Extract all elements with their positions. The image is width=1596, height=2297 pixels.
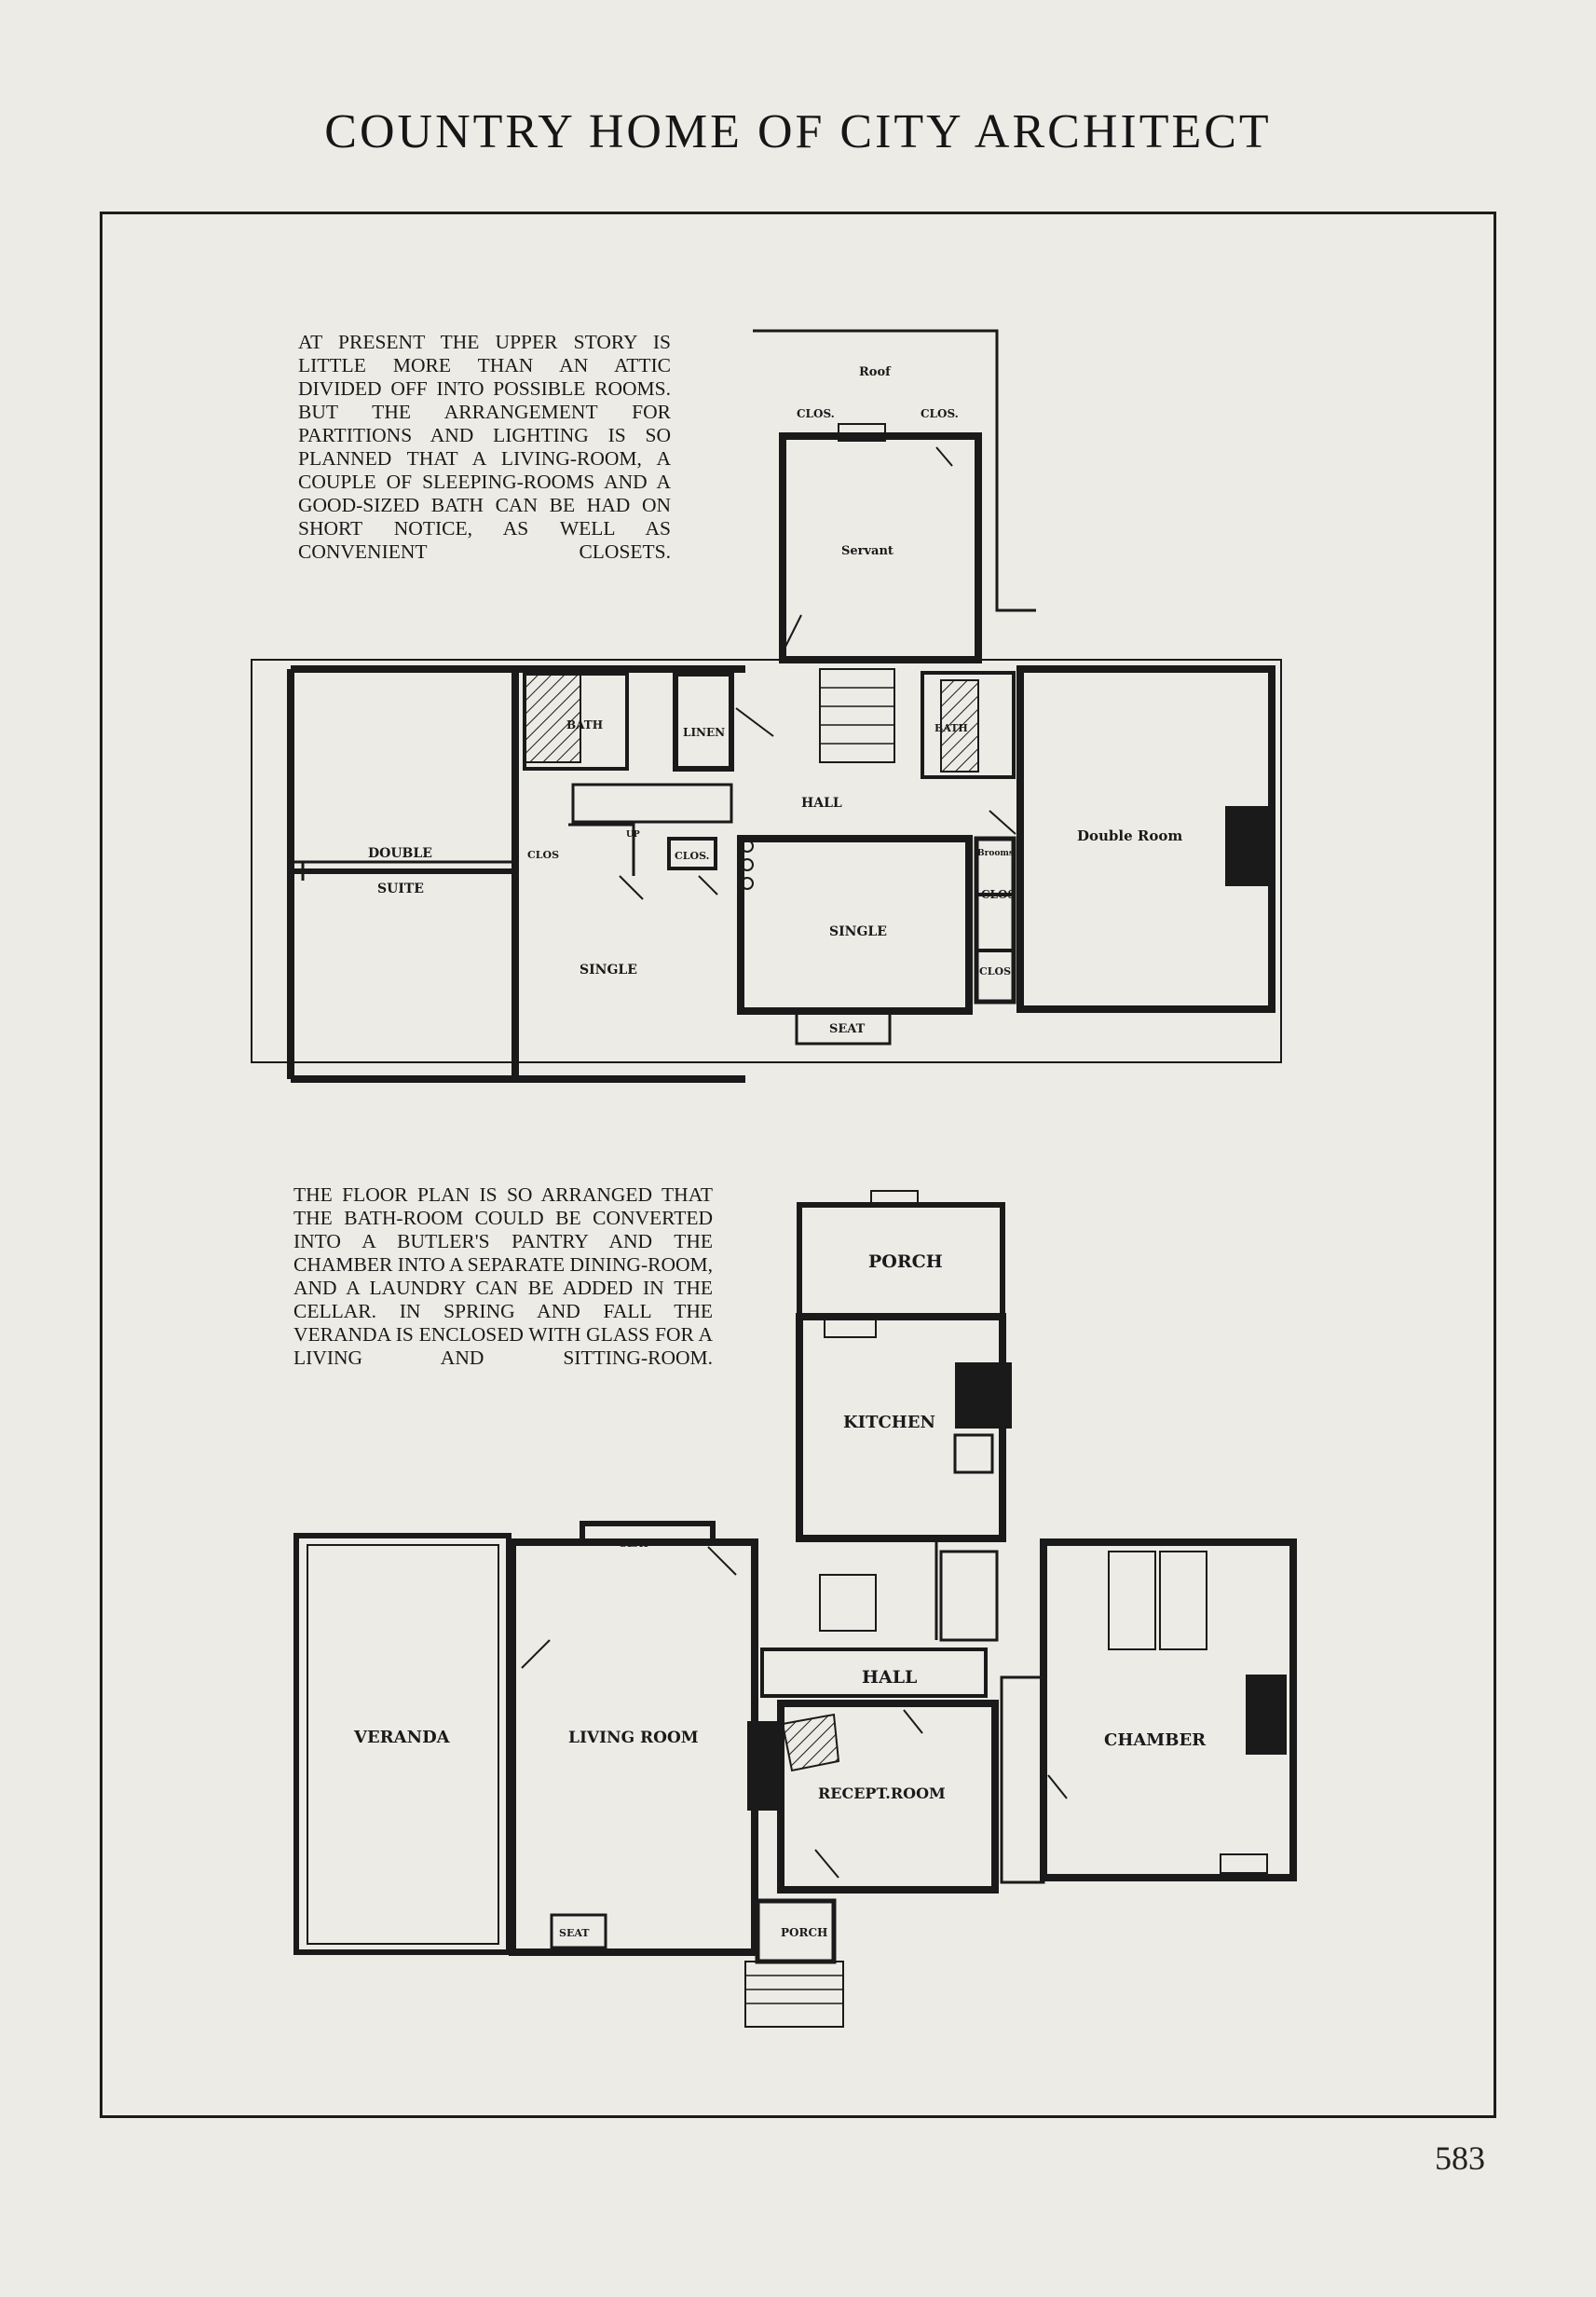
label-roof: Roof [859, 365, 891, 379]
label-double-suite-2: SUITE [377, 882, 424, 896]
label-hall-lower: HALL [862, 1667, 918, 1688]
upper-plan-caption: AT PRESENT THE UPPER STORY IS LITTLE MORE THAN AN ATTIC DIVIDED OFF INTO POSSIBLE ROOMS. BUT THE ARRANGEMENT FOR PARTITIONS AND LIGHTING IS SO PLANNED THAT A LIVING-ROOM, A COUPLE OF SLEEPING-ROOMS AND A GOOD-SIZED BATH CAN BE HAD ON SHORT NOTICE, AS WELL AS CONVENIENT CLOSETS. [298, 331, 671, 563]
label-porch-top: PORCH [868, 1251, 943, 1272]
page-title: COUNTRY HOME OF CITY ARCHITECT [324, 105, 1272, 158]
lower-floor-plan [296, 1191, 1293, 2027]
label-porch-bottom: PORCH [781, 1926, 828, 1939]
lower-plan-caption: THE FLOOR PLAN IS SO ARRANGED THAT THE BATH-ROOM COULD BE CONVERTED INTO A BUTLER'S PANTRY AND THE CHAMBER INTO A SEPARATE DINING-ROOM, AND A LAUNDRY CAN BE ADDED IN THE CELLAR. IN SPRING AND FALL THE VERANDA IS ENCLOSED WITH GLASS FOR A LIVING AND SITTING-ROOM. [293, 1183, 713, 1369]
label-up: UP [626, 830, 640, 840]
label-single-center: SINGLE [829, 924, 887, 939]
label-clos-d: CLOS [979, 965, 1012, 978]
label-clos-a: CLOS [527, 849, 560, 861]
label-veranda: VERANDA [354, 1728, 450, 1747]
label-seat-bottom: SEAT [559, 1927, 590, 1939]
label-single-left: SINGLE [580, 963, 637, 978]
label-kitchen: KITCHEN [843, 1413, 935, 1432]
page-number: 583 [1435, 2140, 1485, 2177]
label-bath-1: BATH [566, 718, 604, 731]
label-seat-upper: SEAT [829, 1022, 866, 1036]
label-double-room: Double Room [1077, 827, 1183, 844]
upper-floor-plan [252, 331, 1281, 1079]
label-clos-left: CLOS. [797, 407, 835, 420]
label-seat-top: SEAT [620, 1538, 650, 1550]
label-bath-2: BATH [934, 722, 968, 734]
label-hall-upper: HALL [801, 796, 842, 811]
label-double-suite-1: DOUBLE [368, 846, 432, 861]
label-linen: LINEN [683, 726, 726, 739]
label-recept-room: RECEPT.ROOM [818, 1784, 946, 1802]
label-living-room: LIVING ROOM [568, 1729, 699, 1747]
label-chamber: CHAMBER [1104, 1730, 1207, 1750]
label-clos-right: CLOS. [921, 407, 959, 420]
label-clos-c: CLOS [981, 888, 1016, 901]
label-servant: Servant [841, 544, 893, 558]
label-brooms: Brooms [977, 849, 1014, 858]
label-clos-b: CLOS. [675, 850, 710, 862]
